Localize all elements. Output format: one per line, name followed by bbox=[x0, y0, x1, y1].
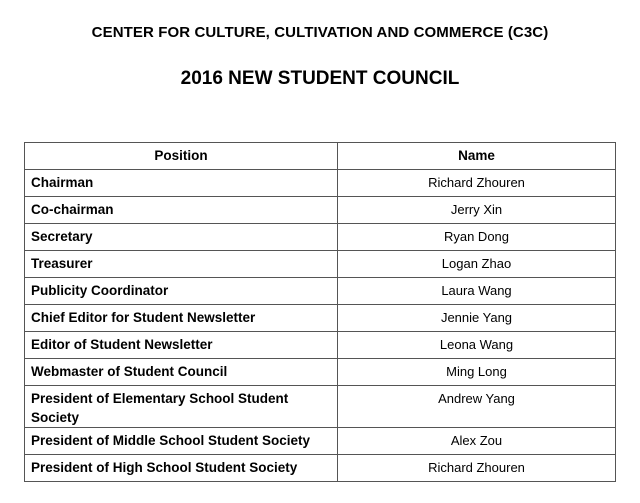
position-cell: President of Middle School Student Society bbox=[25, 428, 338, 455]
student-council-table bbox=[24, 142, 616, 482]
position-cell: Publicity Coordinator bbox=[25, 278, 338, 305]
table-row bbox=[25, 278, 616, 305]
position-cell: Treasurer bbox=[25, 251, 338, 278]
table-row bbox=[25, 251, 616, 278]
table-row bbox=[25, 455, 616, 482]
position-cell: Co-chairman bbox=[25, 197, 338, 224]
position-cell: Webmaster of Student Council bbox=[25, 359, 338, 386]
name-cell: Leona Wang bbox=[338, 332, 616, 359]
name-cell: Richard Zhouren bbox=[338, 455, 616, 482]
name-cell: Laura Wang bbox=[338, 278, 616, 305]
name-cell: Jerry Xin bbox=[338, 197, 616, 224]
position-cell: Editor of Student Newsletter bbox=[25, 332, 338, 359]
table-row bbox=[25, 197, 616, 224]
table-row bbox=[25, 386, 616, 428]
table-row bbox=[25, 359, 616, 386]
table-row bbox=[25, 305, 616, 332]
table-row bbox=[25, 224, 616, 251]
organization-title: CENTER FOR CULTURE, CULTIVATION AND COMMERCE (C3C) bbox=[91, 24, 549, 41]
position-cell: Chairman bbox=[25, 170, 338, 197]
position-cell: Chief Editor for Student Newsletter bbox=[25, 305, 338, 332]
column-header-name: Name bbox=[338, 143, 616, 170]
position-cell: Secretary bbox=[25, 224, 338, 251]
table-row bbox=[25, 332, 616, 359]
name-cell: Logan Zhao bbox=[338, 251, 616, 278]
table-row bbox=[25, 428, 616, 455]
name-cell: Ryan Dong bbox=[338, 224, 616, 251]
table-row bbox=[25, 170, 616, 197]
column-header-position: Position bbox=[25, 143, 338, 170]
name-cell: Jennie Yang bbox=[338, 305, 616, 332]
position-cell: President of Elementary School Student Society bbox=[25, 386, 338, 428]
table-header-row bbox=[25, 143, 616, 170]
position-cell: President of High School Student Society bbox=[25, 455, 338, 482]
document-title: 2016 NEW STUDENT COUNCIL bbox=[180, 68, 460, 89]
name-cell: Richard Zhouren bbox=[338, 170, 616, 197]
name-cell: Andrew Yang bbox=[338, 386, 616, 428]
name-cell: Ming Long bbox=[338, 359, 616, 386]
name-cell: Alex Zou bbox=[338, 428, 616, 455]
